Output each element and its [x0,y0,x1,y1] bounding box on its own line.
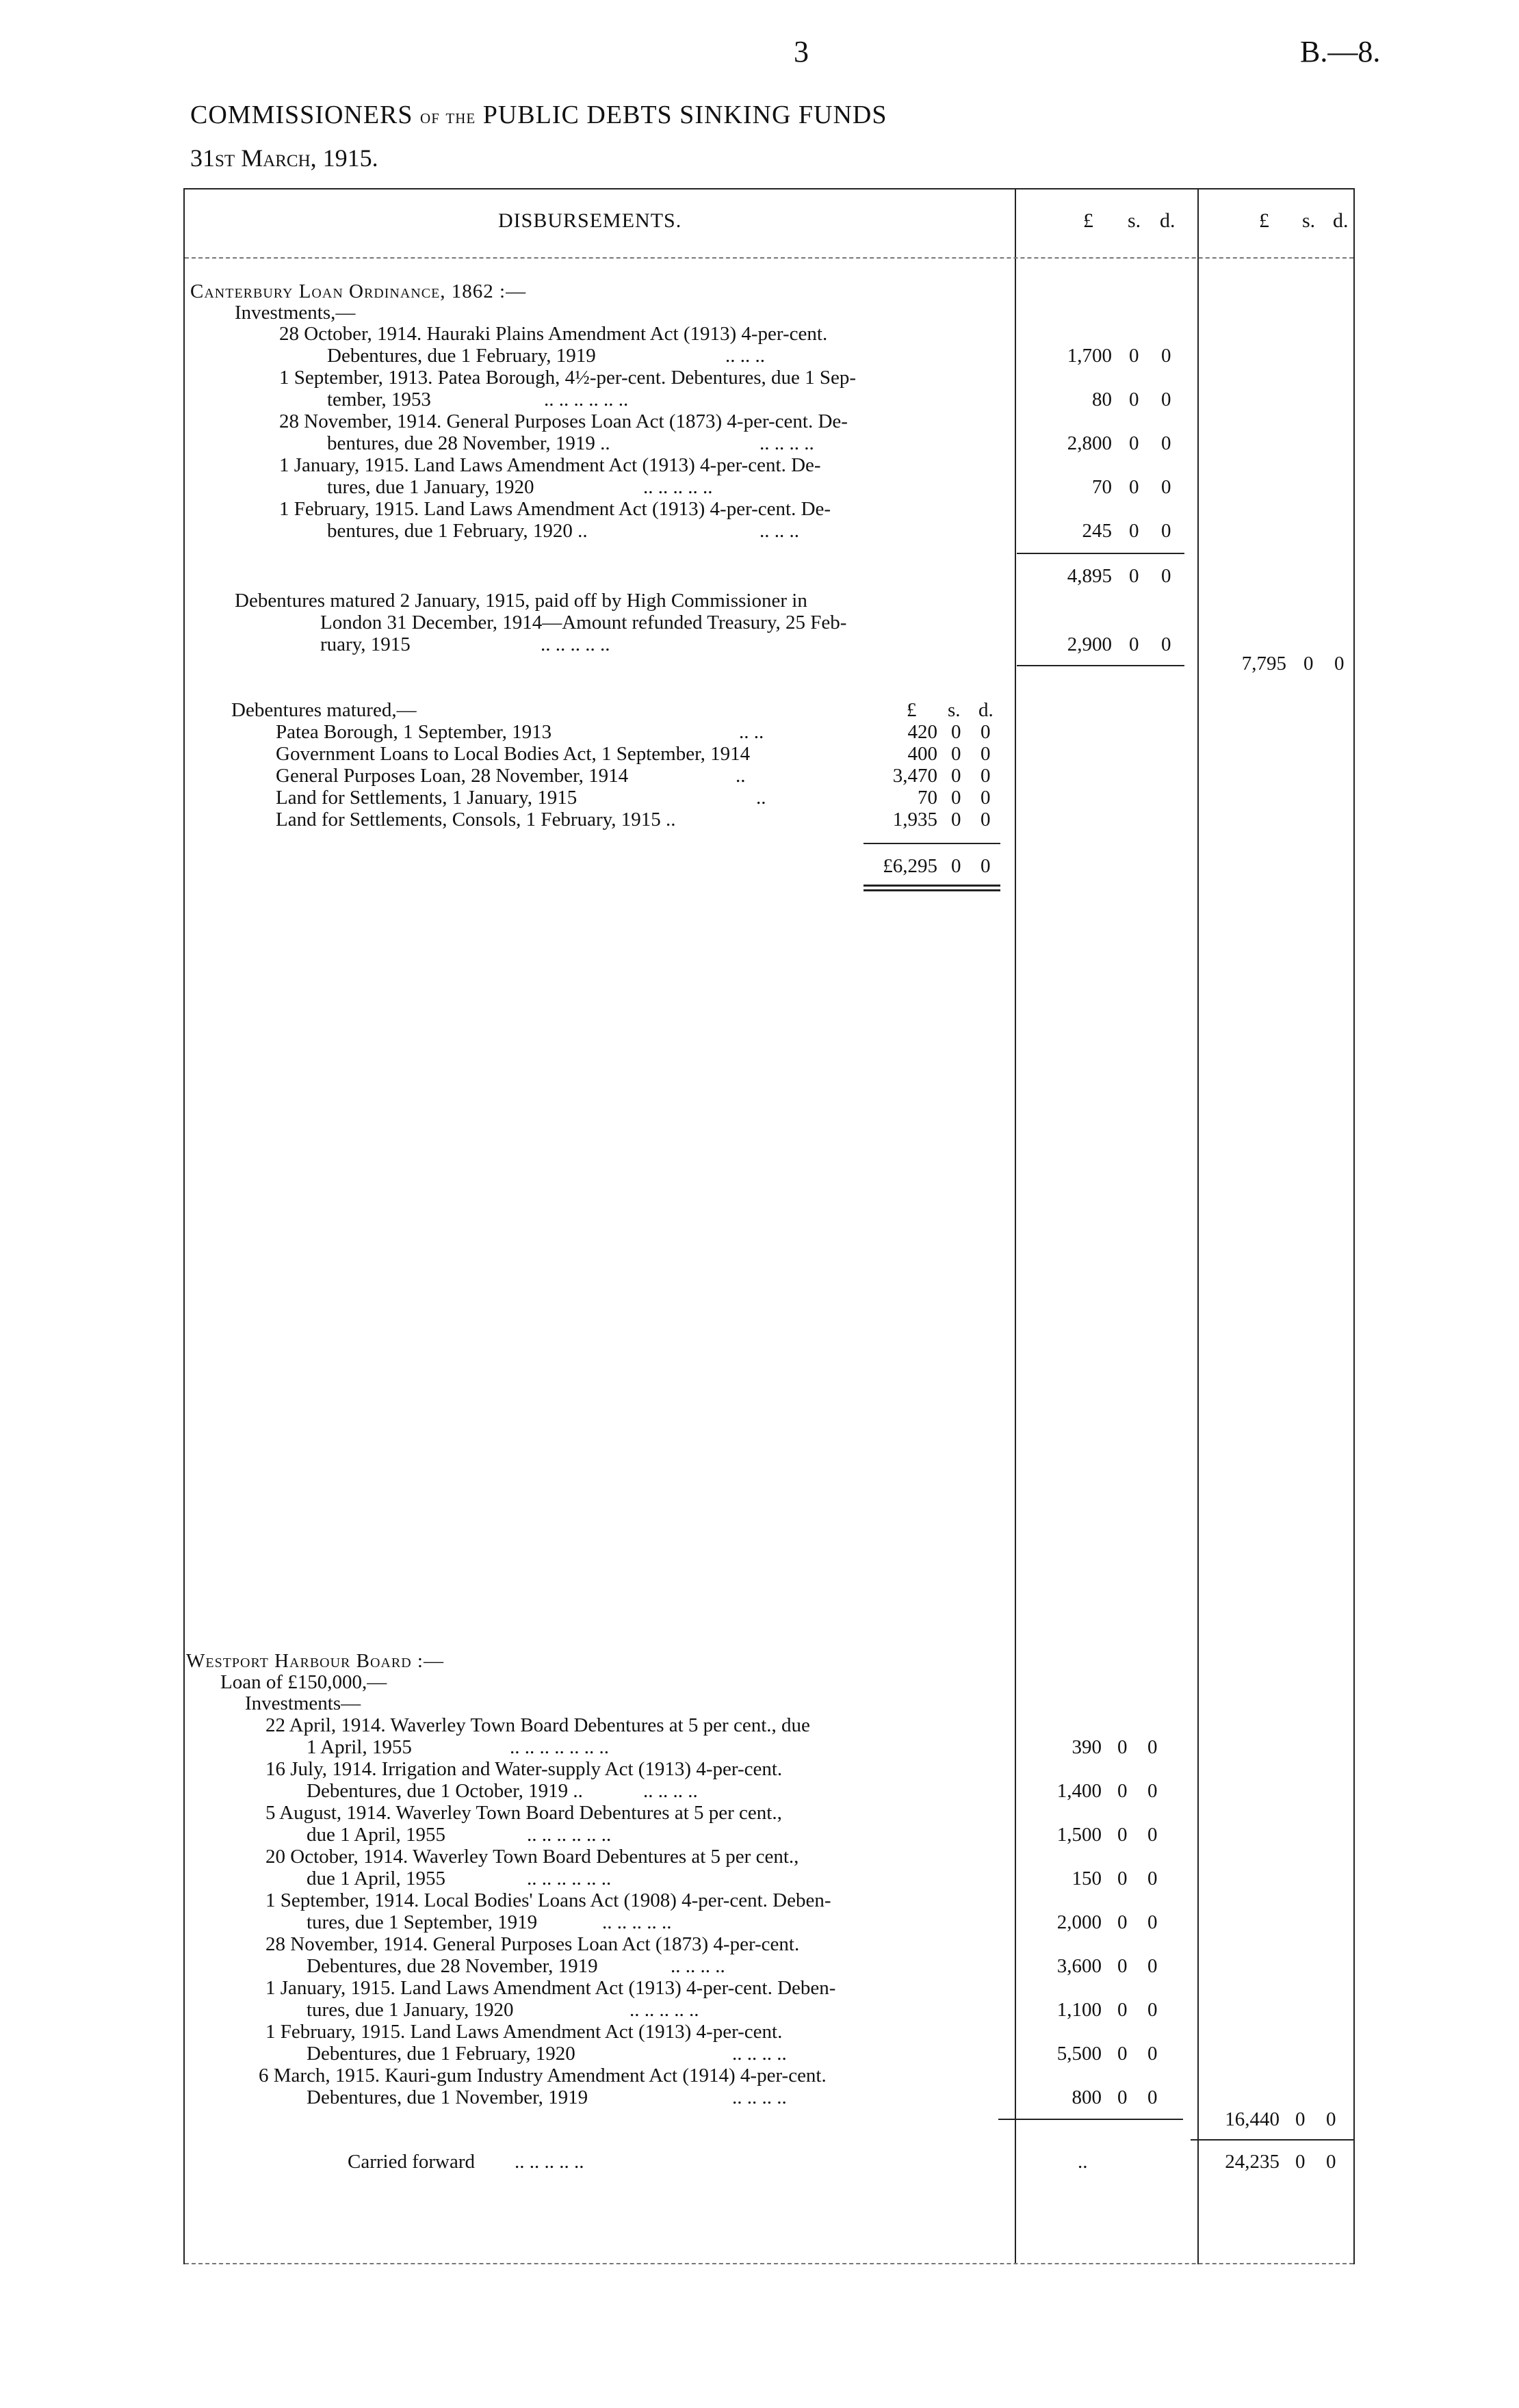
matured-item-label: Government Loans to Local Bodies Act, 1 September, 1914 [276,743,751,765]
matured-total-amount: £6,295 [883,855,937,877]
item-line1: 16 July, 1914. Irrigation and Water-supply Act (1913) 4-per-cent. [265,1758,783,1780]
matured-col-pound: £ [907,699,917,721]
westport-total-rule [1191,2139,1353,2141]
item-line1: 28 October, 1914. Hauraki Plains Amendment Act (1913) 4-per-cent. [279,323,828,345]
item-pence: 0 [1147,2043,1158,2065]
matured-item-label: General Purposes Loan, 28 November, 1914 [276,765,629,787]
item-line1: 5 August, 1914. Waverley Town Board Debentures at 5 per cent., [265,1802,782,1824]
item-line1: 1 September, 1914. Local Bodies' Loans Act (1908) 4-per-cent. Deben- [265,1889,831,1911]
carried-forward-shillings: 0 [1295,2151,1306,2173]
item-shillings: 0 [1117,1868,1128,1889]
table-bottom-border [185,2263,1353,2264]
item-shillings: 0 [1129,345,1139,367]
column-divider-2 [1197,188,1199,2264]
item-dots: .. .. .. .. .. .. [527,1868,612,1889]
carried-forward-label: Carried forward [348,2151,475,2173]
matured-item-amount: 400 [907,743,937,765]
col2-shillings-header: s. [1302,209,1316,232]
date-year: 1915. [322,144,378,172]
col1-pound-header: £ [1083,209,1093,232]
matured-double-rule-top [864,885,1000,887]
item-dots: .. .. .. .. .. [602,1911,672,1933]
col1-shillings-header: s. [1128,209,1141,232]
item-pence: 0 [1147,2086,1158,2108]
item-pence: 0 [1161,389,1171,410]
table-left-border [183,188,185,2264]
item-line2: due 1 April, 1955 [307,1824,445,1846]
item-dots: .. .. .. .. .. .. [544,389,629,410]
item-line2: Debentures, due 1 February, 1919 [327,345,596,367]
matured-col-pence: d. [978,699,994,721]
westport-heading: Westport Harbour Board :— [186,1650,444,1672]
item-line2: bentures, due 1 February, 1920 .. [327,520,588,542]
item-pence: 0 [1147,1955,1158,1977]
item-line2: Debentures, due 1 November, 1919 [307,2086,588,2108]
matured-item-label: Land for Settlements, Consols, 1 February, 1915 .. [276,809,676,830]
matured-item-label: Patea Borough, 1 September, 1913 [276,721,552,743]
item-pence: 0 [1147,1780,1158,1802]
item-shillings: 0 [1117,2043,1128,2065]
matured-note-line3: ruary, 1915 [320,633,411,655]
matured-item-pence: 0 [981,787,991,809]
matured-note-line2: London 31 December, 1914—Amount refunded Treasury, 25 Feb- [320,612,847,633]
carried-forward-pence: 0 [1326,2151,1336,2173]
item-shillings: 0 [1129,389,1139,410]
item-shillings: 0 [1129,432,1139,454]
item-amount: 800 [1072,2086,1102,2108]
document-reference: B.—8. [1300,35,1381,68]
item-pence: 0 [1161,520,1171,542]
item-line1: 20 October, 1914. Waverley Town Board Debentures at 5 per cent., [265,1846,799,1868]
matured-note-shillings: 0 [1129,633,1139,655]
item-amount: 150 [1072,1868,1102,1889]
item-amount: 1,500 [1056,1824,1102,1846]
item-shillings: 0 [1129,520,1139,542]
item-amount: 2,000 [1056,1911,1102,1933]
title-part-b: PUBLIC DEBTS SINKING FUNDS [482,101,887,129]
matured-note-amount: 2,900 [1067,633,1112,655]
date-month: March, [241,144,317,172]
disbursements-header: DISBURSEMENTS. [498,209,682,232]
westport-investments-label: Investments— [245,1692,361,1714]
item-amount: 70 [1092,476,1112,498]
carried-forward-dots: .. .. .. .. .. [515,2151,584,2173]
item-line2: tures, due 1 September, 1919 [307,1911,538,1933]
table-top-border [183,188,1355,189]
item-dots: .. .. .. .. .. .. .. [510,1736,609,1758]
item-dots: .. .. .. .. [732,2086,787,2108]
page-date [190,144,378,172]
item-dots: .. .. .. .. .. [643,476,713,498]
item-shillings: 0 [1117,1780,1128,1802]
matured-double-rule-bottom [864,889,1000,891]
matured-total-pence: 0 [981,855,991,877]
matured-item-pence: 0 [981,809,991,830]
page-title [190,100,887,130]
investments-total-amount: 4,895 [1067,565,1112,587]
item-dots: .. .. .. .. [671,1955,725,1977]
item-line2: tures, due 1 January, 1920 [327,476,534,498]
item-amount: 1,100 [1056,1999,1102,2021]
item-line2: bentures, due 28 November, 1919 .. [327,432,610,454]
matured-note-line1: Debentures matured 2 January, 1915, paid off by High Commissioner in [235,590,807,612]
matured-item-pence: 0 [981,765,991,787]
item-shillings: 0 [1117,1824,1128,1846]
canterbury-section-total-shillings: 0 [1303,653,1314,675]
col1-pence-header: d. [1160,209,1176,232]
item-pence: 0 [1161,476,1171,498]
item-shillings: 0 [1129,476,1139,498]
item-line2: tember, 1953 [327,389,431,410]
item-dots: .. .. .. .. [760,432,814,454]
item-amount: 390 [1072,1736,1102,1758]
item-line2: due 1 April, 1955 [307,1868,445,1889]
item-line1: 28 November, 1914. General Purposes Loan Act (1873) 4-per-cent. De- [279,410,848,432]
westport-loan-label: Loan of £150,000,— [220,1671,387,1693]
column-divider-1 [1015,188,1016,2264]
matured-item-amount: 420 [907,721,937,743]
investments-total-pence: 0 [1161,565,1171,587]
matured-total-rule [864,843,1000,844]
item-shillings: 0 [1117,2086,1128,2108]
matured-item-shillings: 0 [951,721,961,743]
item-dots: .. .. .. .. [732,2043,787,2065]
item-pence: 0 [1147,1824,1158,1846]
item-pence: 0 [1147,1999,1158,2021]
matured-note-dots: .. .. .. .. .. [541,633,610,655]
item-line1: 1 September, 1913. Patea Borough, 4½-per-cent. Debentures, due 1 Sep- [279,367,857,389]
item-dots: .. .. .. .. .. [629,1999,699,2021]
item-shillings: 0 [1117,1736,1128,1758]
matured-item-pence: 0 [981,743,991,765]
item-shillings: 0 [1117,1999,1128,2021]
westport-section-total-amount: 16,440 [1225,2108,1280,2130]
item-line1: 22 April, 1914. Waverley Town Board Debentures at 5 per cent., due [265,1714,810,1736]
item-amount: 1,700 [1067,345,1112,367]
carried-forward-col1: .. [1078,2151,1088,2173]
matured-label: Debentures matured,— [231,699,417,721]
item-amount: 1,400 [1056,1780,1102,1802]
item-dots: .. .. .. .. .. .. [527,1824,612,1846]
item-pence: 0 [1161,432,1171,454]
westport-section-total-pence: 0 [1326,2108,1336,2130]
item-line1: 1 January, 1915. Land Laws Amendment Act (1913) 4-per-cent. Deben- [265,1977,836,1999]
matured-total-shillings: 0 [951,855,961,877]
section-total-rule [1017,665,1184,666]
item-shillings: 0 [1117,1955,1128,1977]
title-of-the: of the [420,105,476,128]
canterbury-investments-label: Investments,— [235,302,356,324]
title-part-a: COMMISSIONERS [190,101,413,129]
matured-note-pence: 0 [1161,633,1171,655]
canterbury-section-total-pence: 0 [1334,653,1345,675]
item-amount: 245 [1082,520,1112,542]
col2-pence-header: d. [1333,209,1349,232]
item-shillings: 0 [1117,1911,1128,1933]
matured-item-pence: 0 [981,721,991,743]
item-line1: 6 March, 1915. Kauri-gum Industry Amendment Act (1914) 4-per-cent. [259,2065,827,2086]
item-line2: Debentures, due 1 October, 1919 .. [307,1780,583,1802]
matured-item-shillings: 0 [951,787,961,809]
page-number: 3 [794,35,809,68]
item-line2: tures, due 1 January, 1920 [307,1999,514,2021]
item-amount: 5,500 [1056,2043,1102,2065]
canterbury-heading: Canterbury Loan Ordinance, 1862 :— [190,280,527,302]
matured-col-shillings: s. [948,699,961,721]
item-line2: Debentures, due 28 November, 1919 [307,1955,598,1977]
item-amount: 2,800 [1067,432,1112,454]
matured-item-amount: 70 [918,787,937,809]
matured-item-dots: .. [756,787,766,809]
item-dots: .. .. .. [725,345,765,367]
investments-subtotal-rule [1017,553,1184,554]
item-pence: 0 [1147,1736,1158,1758]
table-right-border [1353,188,1355,2264]
matured-item-dots: .. [736,765,746,787]
canterbury-section-total-amount: 7,795 [1241,653,1286,675]
item-line2: Debentures, due 1 February, 1920 [307,2043,575,2065]
matured-item-shillings: 0 [951,809,961,830]
col2-pound-header: £ [1259,209,1269,232]
matured-item-shillings: 0 [951,743,961,765]
date-day: 31st [190,144,235,172]
investments-total-shillings: 0 [1129,565,1139,587]
matured-item-shillings: 0 [951,765,961,787]
item-line1: 1 February, 1915. Land Laws Amendment Act (1913) 4-per-cent. [265,2021,783,2043]
item-amount: 3,600 [1056,1955,1102,1977]
item-pence: 0 [1147,1911,1158,1933]
item-dots: .. .. .. .. [643,1780,698,1802]
item-line1: 1 February, 1915. Land Laws Amendment Act (1913) 4-per-cent. De- [279,498,831,520]
item-pence: 0 [1161,345,1171,367]
westport-subtotal-rule [998,2119,1183,2120]
item-line1: 1 January, 1915. Land Laws Amendment Act (1913) 4-per-cent. De- [279,454,821,476]
header-separator [185,257,1353,259]
item-pence: 0 [1147,1868,1158,1889]
matured-item-amount: 3,470 [892,765,937,787]
item-line2: 1 April, 1955 [307,1736,412,1758]
westport-section-total-shillings: 0 [1295,2108,1306,2130]
matured-item-dots: .. .. [739,721,764,743]
matured-item-label: Land for Settlements, 1 January, 1915 [276,787,577,809]
item-line1: 28 November, 1914. General Purposes Loan Act (1873) 4-per-cent. [265,1933,800,1955]
item-amount: 80 [1092,389,1112,410]
matured-item-amount: 1,935 [892,809,937,830]
carried-forward-amount: 24,235 [1225,2151,1280,2173]
item-dots: .. .. .. [760,520,799,542]
